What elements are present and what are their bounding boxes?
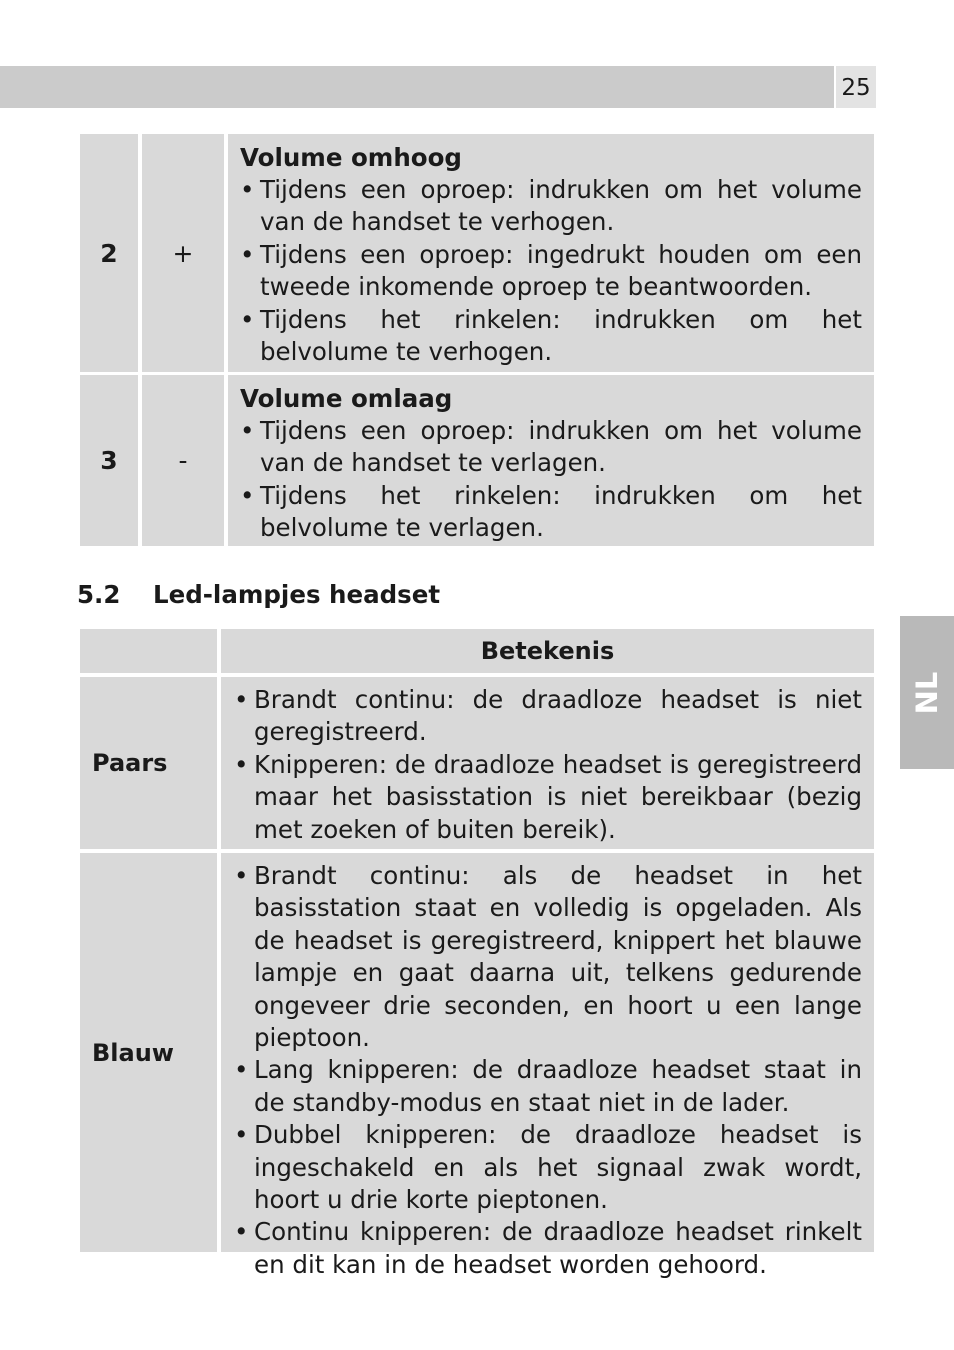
bullet-list	[240, 415, 862, 545]
led-color-label	[80, 853, 217, 1252]
bullet-item: • Dubbel knipperen: de draadloze headset is ingeschakeld en als het signaal zwak wordt, hoort u drie korte pieptonen.	[234, 1119, 862, 1216]
description-title: Volume omhoog	[240, 143, 462, 172]
button-symbol	[142, 375, 224, 546]
row-number	[80, 375, 138, 546]
description-title: Volume omlaag	[240, 384, 453, 413]
bullet-item: • Brandt continu: de draadloze headset is niet geregistreerd.	[234, 684, 862, 749]
row-number	[80, 134, 138, 372]
header-bar	[0, 66, 834, 108]
bullet-item: • Knipperen: de draadloze headset is geregistreerd maar het basisstation is niet bereikbaar (bezig met zoeken of buiten bereik).	[234, 749, 862, 846]
section-title: Led-lampjes headset	[153, 580, 441, 609]
button-symbol	[142, 134, 224, 372]
bullet-item: • Lang knipperen: de draadloze headset staat in de standby-modus en staat niet in de lader.	[234, 1054, 862, 1119]
led-meaning-cell	[221, 853, 874, 1279]
row-number-text: 2	[100, 238, 118, 268]
bullet-item: • Tijdens een oproep: indrukken om het volume van de handset te verhogen.	[240, 174, 862, 239]
section-number: 5.2	[77, 580, 121, 609]
page-number: 25	[836, 66, 876, 108]
description-cell	[228, 134, 874, 372]
row-number-text: 3	[100, 446, 118, 475]
bullet-list	[234, 684, 862, 846]
section-heading	[77, 580, 440, 609]
description-cell	[228, 375, 874, 546]
header-cell-meaning	[221, 629, 874, 673]
bullet-item: • Tijdens het rinkelen: indrukken om het belvolume te verhogen.	[240, 304, 862, 369]
led-meaning-cell	[221, 677, 874, 849]
bullet-list	[234, 860, 862, 1281]
header-cell-empty	[80, 629, 217, 673]
led-color-label	[80, 677, 217, 849]
bullet-item: • Continu knipperen: de draadloze headset rinkelt en dit kan in de headset worden gehoord.	[234, 1216, 862, 1281]
button-symbol-text: +	[172, 238, 194, 268]
bullet-item: • Tijdens een oproep: indrukken om het volume van de handset te verlagen.	[240, 415, 862, 480]
bullet-item: • Tijdens een oproep: ingedrukt houden om een tweede inkomende oproep te beantwoorden.	[240, 239, 862, 304]
language-tab-label: NL	[910, 671, 944, 714]
button-symbol-text: -	[178, 446, 188, 475]
bullet-list	[240, 174, 862, 368]
led-color-text: Blauw	[92, 1038, 174, 1067]
header-col2-text: Betekenis	[480, 637, 615, 665]
language-tab	[900, 616, 954, 769]
bullet-item: • Tijdens het rinkelen: indrukken om het belvolume te verlagen.	[240, 480, 862, 545]
bullet-item: • Brandt continu: als de headset in het basisstation staat en volledig is opgeladen. Als de headset is geregistreerd, knippert het blauwe lampje en gaat daarna uit, telkens gedurende ongeveer drie seconden, en hoort u een lange pieptoon.	[234, 860, 862, 1054]
led-color-text: Paars	[92, 749, 168, 777]
